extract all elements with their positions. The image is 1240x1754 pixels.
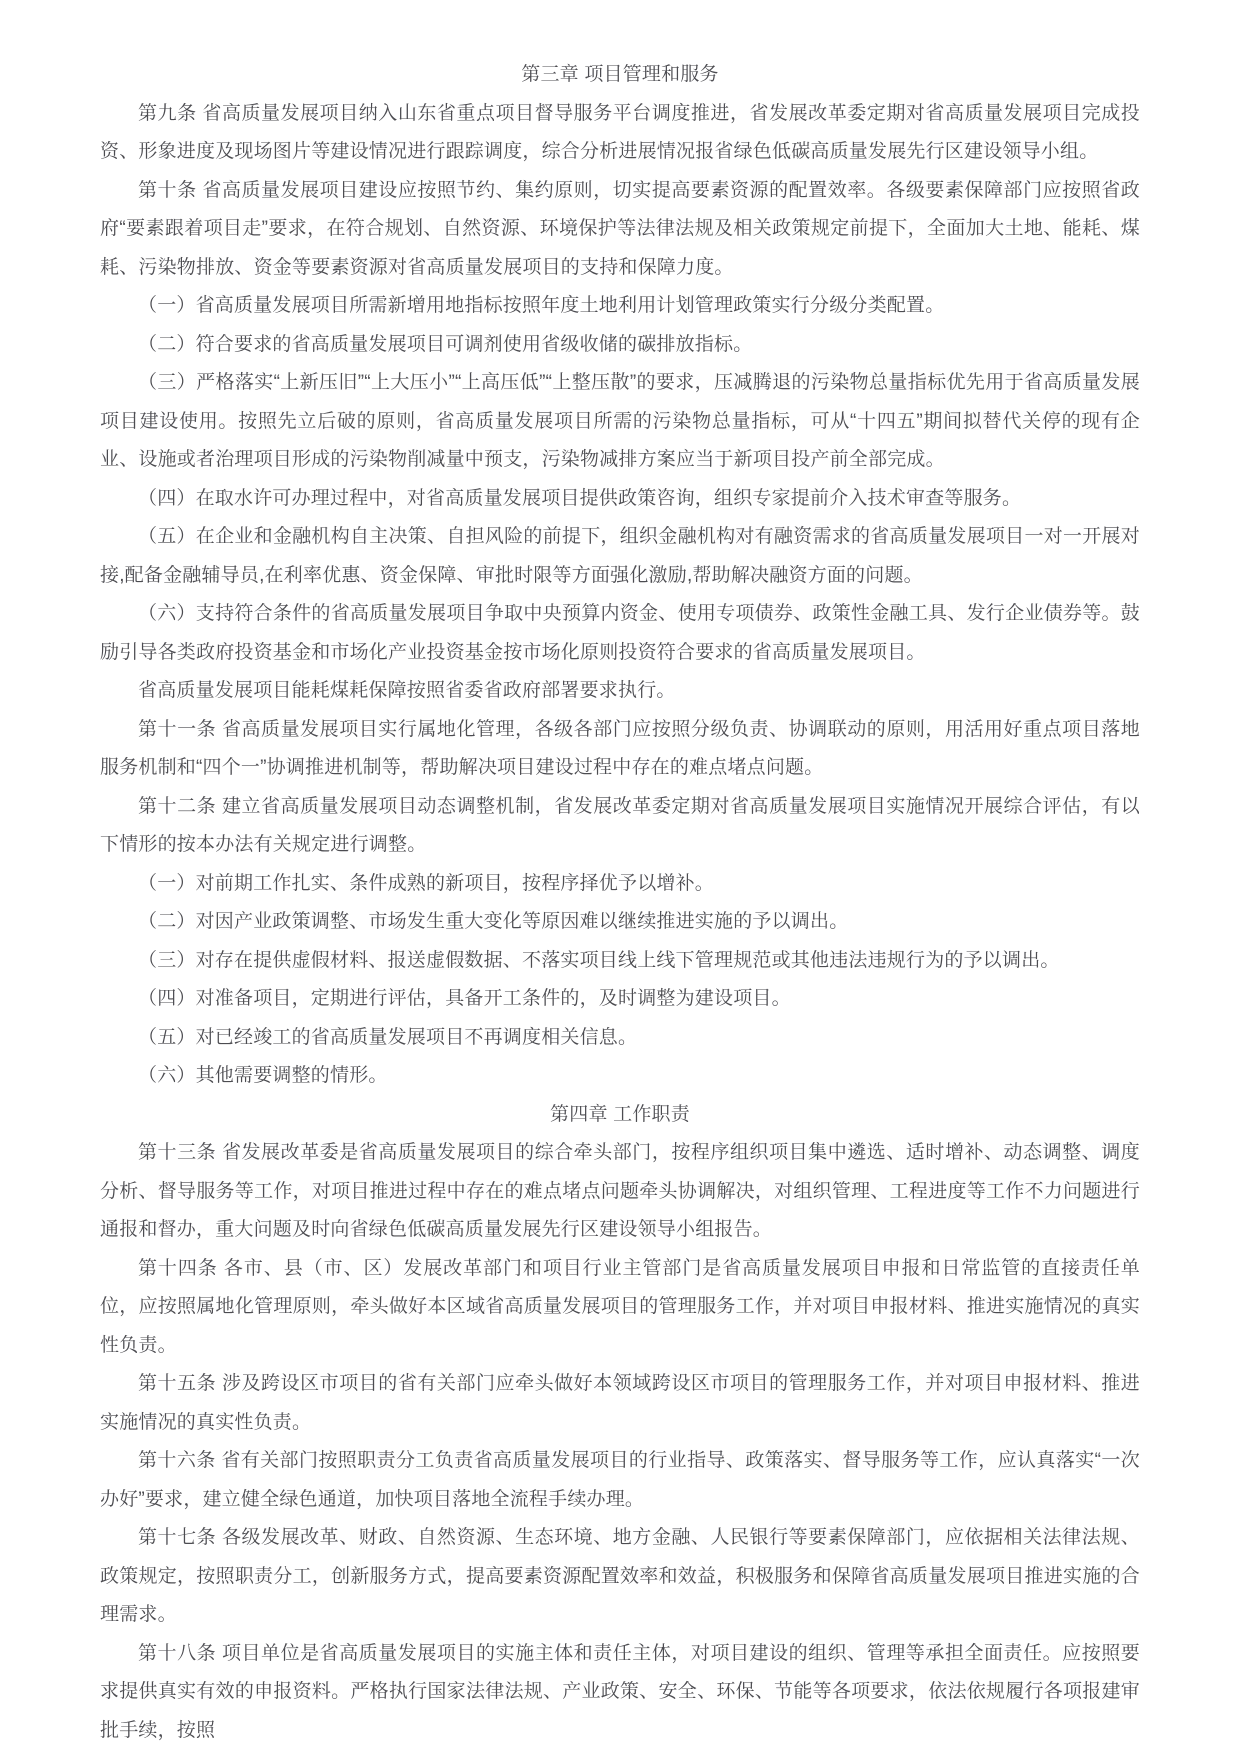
paragraph: （四）对准备项目，定期进行评估，具备开工条件的，及时调整为建设项目。 bbox=[138, 988, 791, 1009]
paragraph: 省高质量发展项目能耗煤耗保障按照省委省政府部署要求执行。 bbox=[138, 680, 676, 701]
paragraph: （五）对已经竣工的省高质量发展项目不再调度相关信息。 bbox=[138, 1026, 638, 1048]
paragraph: （五）在企业和金融机构自主决策、自担风险的前提下，组织金融机构对有融资需求的省高质量发展项目一对一开展对接,配备金融辅导员,在利率优惠、资金保障、审批时限等方面强化激励,帮助解决融资方面的问题。 bbox=[100, 526, 1140, 586]
paragraph: 第十八条 项目单位是省高质量发展项目的实施主体和责任主体，对项目建设的组织、管理等承担全面责任。应按照要求提供真实有效的申报资料。严格执行国家法律法规、产业政策、安全、环保、节能等各项要求，依法依规履行各项报建审批手续，按照 bbox=[100, 1642, 1140, 1741]
paragraph: 第十三条 省发展改革委是省高质量发展项目的综合牵头部门，按程序组织项目集中遴选、适时增补、动态调整、调度分析、督导服务等工作，对项目推进过程中存在的难点堵点问题牵头协调解决，对组织管理、工程进度等工作不力问题进行通报和督办，重大问题及时向省绿色低碳高质量发展先行区建设领导小组报告。 bbox=[100, 1142, 1140, 1240]
paragraph: （三）对存在提供虚假材料、报送虚假数据、不落实项目线上线下管理规范或其他违法违规行为的予以调出。 bbox=[138, 949, 1060, 971]
paragraph: 第十条 省高质量发展项目建设应按照节约、集约原则，切实提高要素资源的配置效率。各级要素保障部门应按照省政府“要素跟着项目走”要求，在符合规划、自然资源、环境保护等法律法规及相关政策规定前提下，全面加大土地、能耗、煤耗、污染物排放、资金等要素资源对省高质量发展项目的支持和保障力度。 bbox=[100, 179, 1140, 278]
paragraph: （六）支持符合条件的省高质量发展项目争取中央预算内资金、使用专项债券、政策性金融工具、发行企业债券等。鼓励引导各类政府投资基金和市场化产业投资基金按市场化原则投资符合要求的省高质量发展项目。 bbox=[100, 603, 1140, 663]
chapter-title: 第三章 项目管理和服务 bbox=[521, 64, 719, 85]
paragraph: 第十五条 涉及跨设区市项目的省有关部门应牵头做好本领域跨设区市项目的管理服务工作，并对项目申报材料、推进实施情况的真实性负责。 bbox=[100, 1373, 1140, 1433]
paragraph: （三）严格落实“上新压旧”“上大压小”“上高压低”“上整压散”的要求，压减腾退的污染物总量指标优先用于省高质量发展项目建设使用。按照先立后破的原则，省高质量发展项目所需的污染物总量指标，可从“十四五”期间拟替代关停的现有企业、设施或者治理项目形成的污染物削减量中预支，污染物减排方案应当于新项目投产前全部完成。 bbox=[100, 372, 1140, 470]
paragraph: （一）对前期工作扎实、条件成熟的新项目，按程序择优予以增补。 bbox=[138, 872, 715, 894]
paragraph: 第十一条 省高质量发展项目实行属地化管理，各级各部门应按照分级负责、协调联动的原则，用活用好重点项目落地服务机制和“四个一”协调推进机制等，帮助解决项目建设过程中存在的难点堵点问题。 bbox=[100, 718, 1140, 778]
chapter-title: 第四章 工作职责 bbox=[550, 1103, 690, 1125]
paragraph: 第十二条 建立省高质量发展项目动态调整机制，省发展改革委定期对省高质量发展项目实施情况开展综合评估，有以下情形的按本办法有关规定进行调整。 bbox=[100, 795, 1140, 855]
paragraph: （二）符合要求的省高质量发展项目可调剂使用省级收储的碳排放指标。 bbox=[138, 333, 753, 355]
paragraph: 第十七条 各级发展改革、财政、自然资源、生态环境、地方金融、人民银行等要素保障部门，应依据相关法律法规、政策规定，按照职责分工，创新服务方式，提高要素资源配置效率和效益，积极服务和保障省高质量发展项目推进实施的合理需求。 bbox=[100, 1527, 1140, 1625]
paragraph: 第十六条 省有关部门按照职责分工负责省高质量发展项目的行业指导、政策落实、督导服务等工作，应认真落实“一次办好”要求，建立健全绿色通道，加快项目落地全流程手续办理。 bbox=[100, 1450, 1140, 1510]
paragraph: （四）在取水许可办理过程中，对省高质量发展项目提供政策咨询，组织专家提前介入技术审查等服务。 bbox=[138, 487, 1022, 509]
paragraph: （六）其他需要调整的情形。 bbox=[138, 1065, 388, 1086]
paragraph: （一）省高质量发展项目所需新增用地指标按照年度土地利用计划管理政策实行分级分类配置。 bbox=[138, 295, 945, 316]
paragraph: 第九条 省高质量发展项目纳入山东省重点项目督导服务平台调度推进，省发展改革委定期对省高质量发展项目完成投资、形象进度及现场图片等建设情况进行跟踪调度，综合分析进展情况报省绿色低碳高质量发展先行区建设领导小组。 bbox=[100, 102, 1140, 162]
paragraph: （二）对因产业政策调整、市场发生重大变化等原因难以继续推进实施的予以调出。 bbox=[138, 911, 849, 932]
paragraph: 第十四条 各市、县（市、区）发展改革部门和项目行业主管部门是省高质量发展项目申报和日常监管的直接责任单位，应按照属地化管理原则，牵头做好本区域省高质量发展项目的管理服务工作，并对项目申报材料、推进实施情况的真实性负责。 bbox=[100, 1257, 1140, 1356]
document-body bbox=[100, 56, 1140, 1750]
